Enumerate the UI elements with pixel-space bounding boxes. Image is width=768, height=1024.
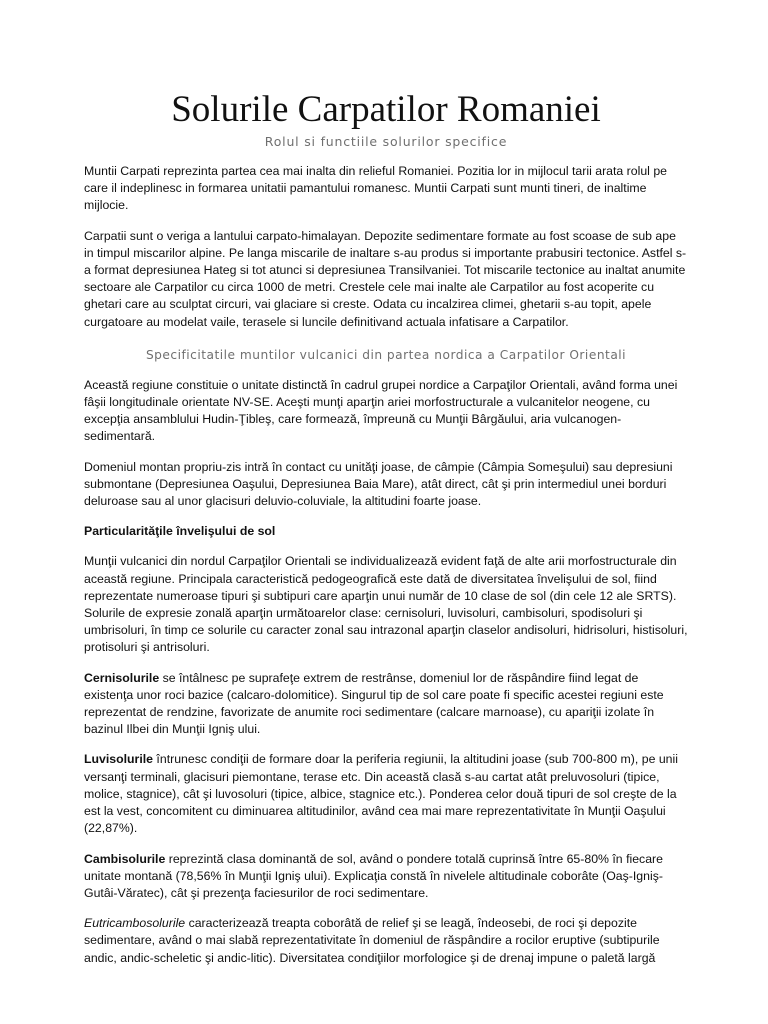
luvisoluri-term: Luvisolurile [84,752,154,767]
soil-paragraph: Munţii vulcanici din nordul Carpaţilor Orientali se individualizează evident faţă de alte arii morfostructurale din această regiune. Principala caracteristică pedogeografică este dată de diversitatea învelişului de sol, fiind reprezentate numeroase tipuri şi subtipuri care aparţin unui număr de 10 clase de sol (din cele 12 ale SRTS). Solurile de expresie zonală aparţin următoarelor clase: cernisoluri, luvisoluri, cambisoluri, spodisoluri şi umbrisoluri, în timp ce solurile cu caracter zonal sau intrazonal aparţin claselor andisoluri, hidrisoluri, histisoluri, protisoluri şi antrisoluri. [84,554,688,655]
eutricambosoluri-term: Eutricambosolurile [84,916,186,931]
cernisoluri-term: Cernisolurile [84,670,160,685]
cambisoluri-text: reprezintă clasa dominantă de sol, având o pondere totală cuprinsă între 65-80% în fiecare unitate montană (78,56% în Munţii Igniş ului). Explicaţia constă în nivelele altitudinale coborâte (Oaş-Igniş-Gutâi-Văratec), cât şi prezenţa faciesurilor de roci sedimentare. [84,851,663,900]
section-paragraph-1: Această regiune constituie o unitate distinctă în cadrul grupei nordice a Carpaţilor Orientali, având forma unei fâşii longitudinale orientate NV-SE. Aceşti munţi aparţin ariei morfostructurale a vulcanitelor neogene, cu excepţia ansamblului Hudin-Ţibleş, care formează, împreună cu Munţii Bârgăului, aria vulcanogen-sedimentară. [84,377,678,444]
document-subtitle: Rolul si functiile solurilor specifice [264,134,508,149]
cernisoluri-paragraph [84,670,688,739]
document-title: Solurile Carpatilor Romaniei [171,89,601,130]
cambisoluri-paragraph [84,851,688,903]
eutricambosoluri-paragraph [84,915,688,967]
document-page [84,88,688,967]
luvisoluri-paragraph [84,751,688,837]
eutricambosoluri-text: caracterizează treapta coborâtă de relief şi se leagă, îndeosebi, de roci şi depozite sedimentare, având o mai slabă reprezentativitate în domeniul de răspândire a rocilor eruptive (subtipurile andic, andic-scheletic şi andic-litic). Diversitatea condiţiilor morfologice şi de drenaj impune o paletă largă [84,916,660,965]
luvisoluri-text: întrunesc condiţii de formare doar la periferia regiunii, la altitudini joase (sub 700-800 m), pe unii versanţi terminali, glacisuri piemontane, terase etc. Din această clasă s-au cartat atât preluvosoluri (tipice, molice, stagnice), cât şi luvosoluri (tipice, albice, stagnice etc.). Ponderea celor două tipuri de sol creşte de la est la vest, concomitent cu diminuarea altitudinilor, având cea mai mare reprezentativitate în Munţii Oaşului (22,87%). [84,752,678,836]
intro-paragraph-2: Carpatii sunt o veriga a lantului carpato-himalayan. Depozite sedimentare formate au fost scoase de sub ape in timpul miscarilor alpine. Pe langa miscarile de inaltare s-au produs si importante prabusiri tectonice. Astfel s-a format depresiunea Hateg si tot atunci si depresiunea Transilvaniei. Tot miscarile tectonice au inaltat anumite sectoare ale Carpatilor cu circa 1000 de metri. Crestele cele mai inalte ale Carpatilor au fost acoperite cu ghetari care au sculptat circuri, vai glaciare si creste. Odata cu incalzirea climei, ghetarii s-au topit, apele curgatoare au modelat vaile, terasele si luncile definitivand actuala infatisare a Carpatilor. [84,228,687,329]
soil-subheading: Particularităţile învelişului de sol [84,524,276,539]
cernisoluri-text: se întâlnesc pe suprafeţe extrem de restrânse, domeniul lor de răspândire fiind legat de existenţa unor roci bazice (calcaro-dolomitice). Singurul tip de sol care poate fi specific acestei regiuni este reprezentat de rendzine, favorizate de anumite roci sedimentare (calcare marnoase), cu apariţii izolate în bazinul Ilbei din Munţii Igniş ului. [84,670,664,737]
cambisoluri-term: Cambisolurile [84,851,166,866]
section-heading: Specificitatile muntilor vulcanici din partea nordica a Carpatilor Orientali [145,347,627,362]
section-paragraph-2: Domeniul montan propriu-zis intră în contact cu unităţi joase, de câmpie (Câmpia Someşului) sau depresiuni submontane (Depresiunea Oaşului, Depresiunea Baia Mare), atât direct, cât şi prin intermediul unei borduri deluroase sau al unor glacisuri deluvio-coluviale, la altitudini foarte joase. [84,459,673,509]
intro-paragraph-1: Muntii Carpati reprezinta partea cea mai inalta din relieful Romaniei. Pozitia lor in mijlocul tarii arata rolul pe care il indeplinesc in formarea unitatii pamantului romanesc. Muntii Carpati sunt munti tineri, de inaltime mijlocie. [84,164,668,213]
